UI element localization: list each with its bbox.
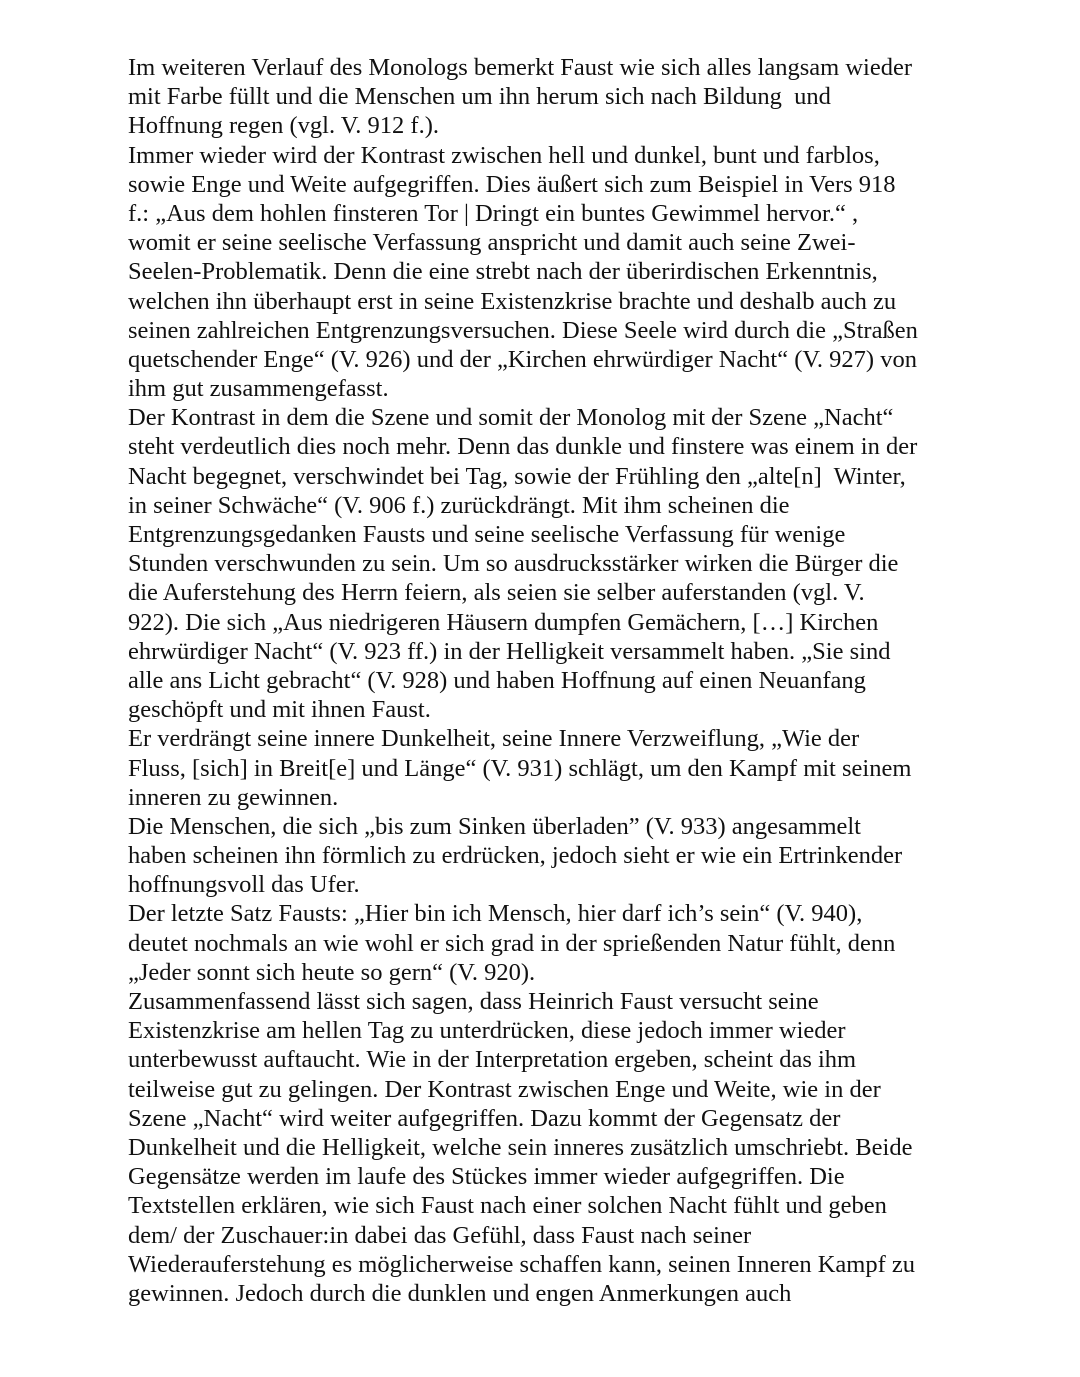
text-line: Gegensätze werden im laufe des Stückes immer wieder aufgegriffen. Die	[128, 1163, 845, 1191]
text-line: geschöpft und mit ihnen Faust.	[128, 696, 431, 724]
text-line: f.: „Aus dem hohlen finsteren Tor | Dringt ein buntes Gewimmel hervor.“ ,	[128, 199, 859, 227]
text-line: Stunden verschwunden zu sein. Um so ausdrucksstärker wirken die Bürger die	[128, 550, 899, 578]
text-line: Seelen-Problematik. Denn die eine strebt nach der überirdischen Erkenntnis,	[128, 258, 878, 286]
text-line: Der letzte Satz Fausts: „Hier bin ich Mensch, hier darf ich’s sein“ (V. 940),	[128, 900, 863, 928]
text-line: Nacht begegnet, verschwindet bei Tag, sowie der Frühling den „alte[n] Winter,	[128, 462, 906, 490]
text-line: Er verdrängt seine innere Dunkelheit, seine Innere Verzweiflung, „Wie der	[128, 725, 860, 753]
text-line: welchen ihn überhaupt erst in seine Existenzkrise brachte und deshalb auch zu	[128, 287, 897, 315]
text-line: Existenzkrise am hellen Tag zu unterdrücken, diese jedoch immer wieder	[128, 1017, 846, 1045]
text-line: womit er seine seelische Verfassung anspricht und damit auch seine Zwei-	[128, 229, 856, 257]
text-line: in seiner Schwäche“ (V. 906 f.) zurückdrängt. Mit ihm scheinen die	[128, 491, 790, 519]
text-line: Dunkelheit und die Helligkeit, welche sein inneres zusätzlich umschriebt. Beide	[128, 1133, 913, 1161]
text-line: dem/ der Zuschauer:in dabei das Gefühl, dass Faust nach seiner	[128, 1221, 752, 1249]
body-text	[128, 53, 968, 1308]
text-line: inneren zu gewinnen.	[128, 783, 339, 811]
text-line: ihm gut zusammengefasst.	[128, 375, 389, 403]
text-line: Hoffnung regen (vgl. V. 912 f.).	[128, 112, 439, 140]
text-line: Szene „Nacht“ wird weiter aufgegriffen. Dazu kommt der Gegensatz der	[128, 1104, 841, 1132]
text-line: hoffnungsvoll das Ufer.	[128, 871, 360, 899]
text-line: Wiederauferstehung es möglicherweise schaffen kann, seinen Inneren Kampf zu	[128, 1250, 916, 1278]
text-line: ehrwürdiger Nacht“ (V. 923 ff.) in der Helligkeit versammelt haben. „Sie sind	[128, 637, 891, 665]
text-line: Der Kontrast in dem die Szene und somit der Monolog mit der Szene „Nacht“	[128, 404, 894, 432]
text-line: steht verdeutlich dies noch mehr. Denn das dunkle und finstere was einem in der	[128, 433, 918, 461]
text-line: sowie Enge und Weite aufgegriffen. Dies äußert sich zum Beispiel in Vers 918	[128, 170, 896, 198]
text-line: Fluss, [sich] in Breit[e] und Länge“ (V. 931) schlägt, um den Kampf mit seinem	[128, 754, 912, 782]
text-line: haben scheinen ihn förmlich zu erdrücken, jedoch sieht er wie ein Ertrinkender	[128, 842, 903, 870]
text-line: unterbewusst auftaucht. Wie in der Interpretation ergeben, scheint das ihm	[128, 1046, 857, 1074]
text-line: 922). Die sich „Aus niedrigeren Häusern dumpfen Gemächern, […] Kirchen	[128, 608, 879, 636]
text-line: „Jeder sonnt sich heute so gern“ (V. 920).	[128, 958, 536, 986]
text-line: gewinnen. Jedoch durch die dunklen und engen Anmerkungen auch	[128, 1279, 792, 1307]
text-line: Entgrenzungsgedanken Fausts und seine seelische Verfassung für wenige	[128, 521, 846, 548]
text-line: Im weiteren Verlauf des Monologs bemerkt Faust wie sich alles langsam wieder	[128, 54, 913, 81]
text-line: mit Farbe füllt und die Menschen um ihn herum sich nach Bildung und	[128, 83, 831, 111]
text-line: Zusammenfassend lässt sich sagen, dass Heinrich Faust versucht seine	[128, 988, 819, 1015]
text-line: Immer wieder wird der Kontrast zwischen hell und dunkel, bunt und farblos,	[128, 141, 880, 169]
text-line: Die Menschen, die sich „bis zum Sinken überladen” (V. 933) angesammelt	[128, 812, 861, 840]
text-line: Textstellen erklären, wie sich Faust nach einer solchen Nacht fühlt und geben	[128, 1192, 887, 1220]
text-line: deutet nochmals an wie wohl er sich grad in der sprießenden Natur fühlt, denn	[128, 929, 896, 957]
text-line: die Auferstehung des Herrn feiern, als seien sie selber auferstanden (vgl. V.	[128, 579, 865, 607]
text-line: quetschender Enge“ (V. 926) und der „Kirchen ehrwürdiger Nacht“ (V. 927) von	[128, 345, 917, 373]
text-line: seinen zahlreichen Entgrenzungsversuchen. Diese Seele wird durch die „Straßen	[128, 316, 918, 344]
text-line: alle ans Licht gebracht“ (V. 928) und haben Hoffnung auf einen Neuanfang	[128, 666, 866, 694]
text-line: teilweise gut zu gelingen. Der Kontrast zwischen Enge und Weite, wie in der	[128, 1075, 881, 1103]
